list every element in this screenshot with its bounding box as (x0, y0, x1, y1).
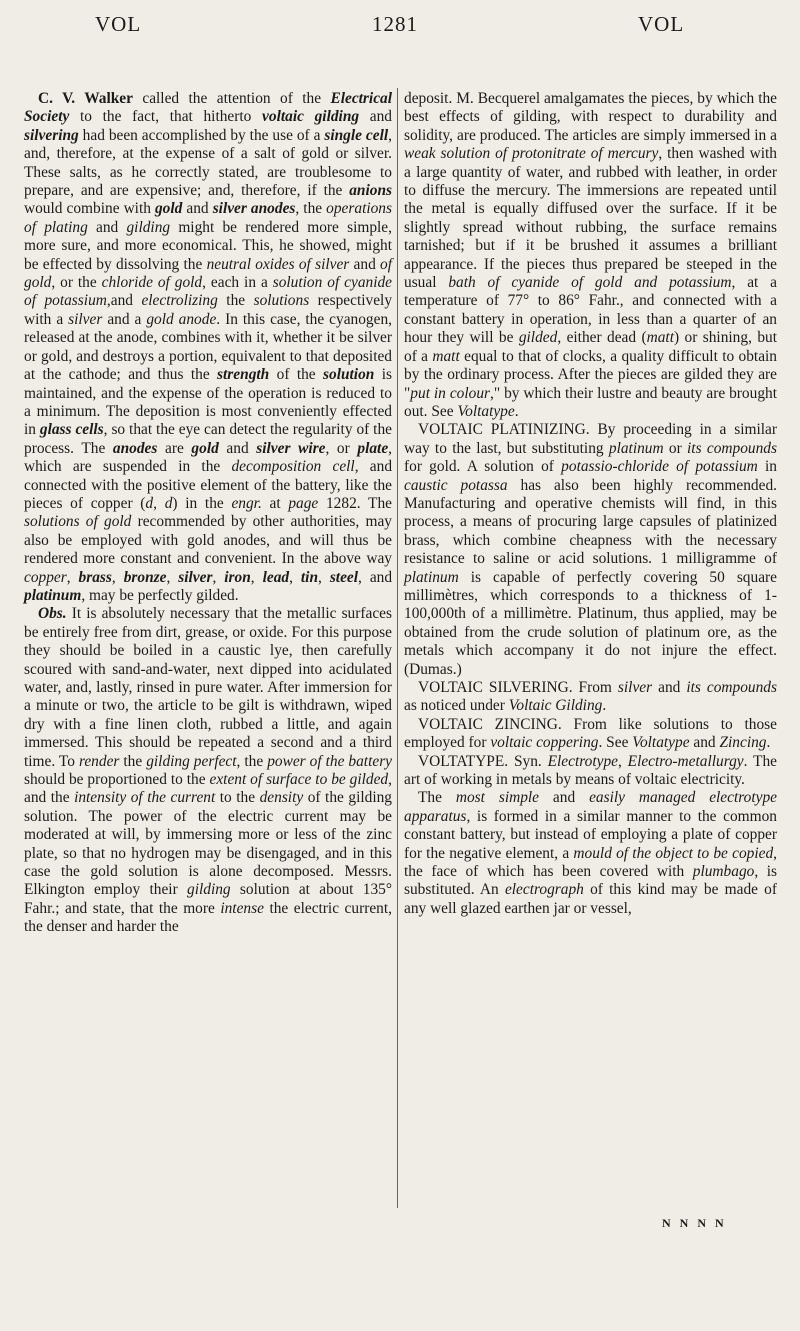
paragraph-obs: Obs. It is absolutely necessary that the metallic surfaces be entirely free from dirt, grease, or oxide. For this purpose they should be boiled in a caustic lye, then carefully scoured with sand-and-water, next dipped into acidulated water, and, lastly, rinsed in pure water. After immersion for a minute or two, the article to be gilt is withdrawn, wiped dry with a fine linen cloth, rubbed a little, and again immersed. This should be repeated a second and a third time. To render the gilding perfect, the power of the battery should be proportioned to the extent of surface to be gilded, and the intensity of the current to the density of the gilding solution. The power of the electric current may be moderated at will, by immersing more or less of the zinc plate, so that no hydrogen may be disengaged, and in this case the gold solution is alone decomposed. Messrs. Elkington employ their gilding solution at about 135° Fahr.; and state, that the more intense the electric current, the denser and harder the (24, 605, 393, 936)
running-header (0, 12, 800, 42)
header-right-word: VOL (638, 12, 685, 36)
paragraph-voltaic-platinizing: VOLTAIC PLATINIZING. By proceeding in a similar way to the last, but substituting platinum or its compounds for gold. A solution of potassio-chloride of potassium in caustic potassa has also been highly recommended. Manufacturing and operative chemists will find, in this process, a means of procuring large capsules of platinized brass, which combine cheapness with the necessary resistance to saline or acid solutions. 1 milligramme of platinum is capable of perfectly covering 50 square millimètres, which corresponds to a thickness of 1-100,000th of a millimètre. Platinum, thus applied, may be obtained from the crude solution of platinum ore, as the metals which accompany it do not injure the effect. (Dumas.) (404, 421, 777, 678)
paragraph-voltatype: VOLTATYPE. Syn. Electrotype, Electro-metallurgy. The art of working in metals by means of voltaic electricity. (404, 752, 777, 789)
paragraph-becquerel: deposit. M. Becquerel amalgamates the pieces, by which the best effects of gilding, with respect to durability and solidity, are produced. The articles are simply immersed in a weak solution of protonitrate of mercury, then washed with a large quantity of water, and rubbed with leather, in order to diffuse the mercury. The immersions are repeated until the metal is equally diffused over the surface. If it be slightly spread without rubbing, the surface remains tarnished; but if it be brushed it assumes a brilliant appearance. If the pieces thus prepared be steeped in the usual bath of cyanide of gold and potassium, at a temperature of 77° to 86° Fahr., and connected with a constant battery in operation, in less than a quarter of an hour they will be gilded, either dead (matt) or shining, but of a matt equal to that of clocks, a quality difficult to obtain by the ordinary process. After the pieces are gilded they are "put in colour," by which their lustre and beauty are brought out. See Voltatype. (404, 90, 777, 420)
left-column (24, 90, 392, 937)
paragraph-voltaic-silvering: VOLTAIC SILVERING. From silver and its compounds as noticed under Voltaic Gilding. (404, 679, 777, 715)
paragraph-voltaic-zincing: VOLTAIC ZINCING. From like solutions to those employed for voltaic coppering. See Voltatype and Zincing. (404, 715, 777, 752)
header-left-word: VOL (95, 12, 142, 36)
page-number: 1281 (372, 12, 418, 36)
paragraph-walker: C. V. Walker called the attention of the Electrical Society to the fact, that hitherto voltaic gilding and silvering had been accomplished by the use of a single cell, and, therefore, at the expense of a salt of gold or silver. These salts, as he correctly stated, are troublesome to prepare, and are expensive; and, therefore, if the anions would combine with gold and silver anodes, the operations of plating and gilding might be rendered more simple, more sure, and more economical. This, he showed, might be effected by dissolving the neutral oxides of silver and of gold, or the chloride of gold, each in a solution of cyanide of potassium,and electrolizing the solutions respectively with a silver and a gold anode. In this case, the cyanogen, released at the anode, combines with it, whether it be silver or gold, and destroys a portion, equivalent to that deposited at the cathode; and thus the strength of the solution is maintained, and the expense of the operation is reduced to a minimum. The deposition is most conveniently effected in glass cells, so that the eye can detect the regularity of the process. The anodes are gold and silver wire, or plate, which are suspended in the decomposition cell, and connected with the positive element of the battery, like the pieces of copper (d, d) in the engr. at page 1282. The solutions of gold recommended by other authorities, may also be employed with gold anodes, and will thus be rendered more constant and convenient. In the above way copper, brass, bronze, silver, iron, lead, tin, steel, and platinum, may be perfectly gilded. (24, 90, 393, 604)
paragraph-apparatus: The most simple and easily managed electrotype apparatus, is formed in a similar manner to the common constant battery, but instead of employing a plate of copper for the negative element, a mould of the object to be copied, the face of which has been covered with plumbago, is substituted. An electrograph of this kind may be made of any well glazed earthen jar or vessel, (404, 789, 778, 917)
right-column (404, 90, 777, 918)
signature-mark: N N N N (662, 1216, 727, 1230)
column-divider (397, 88, 398, 1208)
